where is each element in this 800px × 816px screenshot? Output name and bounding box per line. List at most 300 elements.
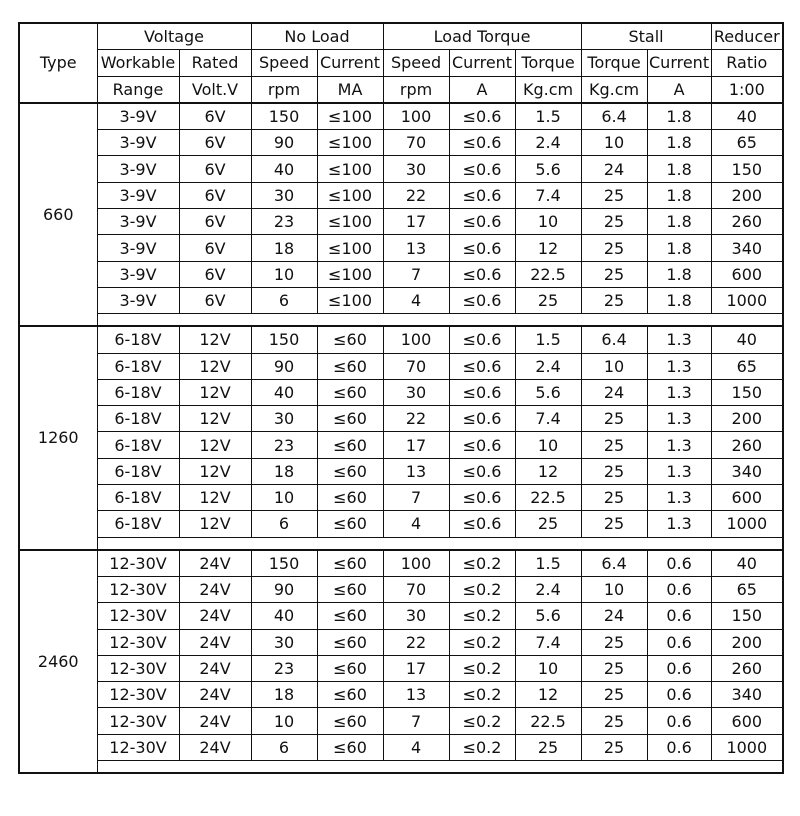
table-cell: 30: [383, 156, 449, 182]
table-cell: 7.4: [515, 406, 581, 432]
table-cell: 1.3: [647, 379, 711, 405]
table-cell: 200: [711, 629, 783, 655]
table-cell: ≤100: [317, 261, 383, 287]
table-body: [19, 23, 783, 773]
table-cell: 10: [251, 261, 317, 287]
table-cell: 3-9V: [97, 235, 179, 261]
column-name-header: Current: [449, 50, 515, 76]
column-unit-header: A: [647, 76, 711, 103]
table-cell: 0.6: [647, 655, 711, 681]
table-cell: ≤100: [317, 130, 383, 156]
table-cell: 100: [383, 550, 449, 577]
table-cell: 25: [581, 287, 647, 313]
column-unit-header: 1:00: [711, 76, 783, 103]
table-cell: 1.8: [647, 235, 711, 261]
table-cell: 12V: [179, 326, 251, 353]
table-cell: 150: [711, 379, 783, 405]
table-cell: 12: [515, 682, 581, 708]
table-cell: 24: [581, 379, 647, 405]
table-cell: 24V: [179, 603, 251, 629]
table-cell: 24V: [179, 682, 251, 708]
table-cell: 12-30V: [97, 708, 179, 734]
table-cell: 13: [383, 235, 449, 261]
table-cell: ≤60: [317, 655, 383, 681]
table-cell: 0.6: [647, 734, 711, 760]
spacer-cell: [97, 314, 783, 327]
table-cell: 40: [251, 156, 317, 182]
table-cell: 6-18V: [97, 406, 179, 432]
table-cell: ≤0.6: [449, 485, 515, 511]
table-cell: 25: [581, 406, 647, 432]
column-name-header: Torque: [515, 50, 581, 76]
table-cell: 1.8: [647, 156, 711, 182]
table-cell: 6V: [179, 235, 251, 261]
table-cell: 3-9V: [97, 209, 179, 235]
table-cell: 25: [515, 287, 581, 313]
table-cell: 100: [383, 326, 449, 353]
table-cell: 12V: [179, 511, 251, 537]
table-cell: 600: [711, 708, 783, 734]
table-cell: 12: [515, 235, 581, 261]
table-cell: 17: [383, 432, 449, 458]
table-cell: ≤60: [317, 708, 383, 734]
table-row: [19, 708, 783, 734]
table-cell: 4: [383, 734, 449, 760]
table-cell: 23: [251, 432, 317, 458]
table-cell: ≤0.6: [449, 235, 515, 261]
table-cell: ≤0.6: [449, 353, 515, 379]
table-cell: 25: [581, 734, 647, 760]
table-cell: 12-30V: [97, 603, 179, 629]
table-row: [19, 629, 783, 655]
header-row-groups: [19, 23, 783, 50]
table-cell: ≤60: [317, 682, 383, 708]
table-cell: 65: [711, 353, 783, 379]
table-row: [19, 103, 783, 130]
table-cell: 1000: [711, 287, 783, 313]
motor-spec-table: [18, 22, 784, 774]
table-cell: ≤60: [317, 629, 383, 655]
table-cell: 12V: [179, 458, 251, 484]
table-cell: ≤60: [317, 511, 383, 537]
table-cell: ≤60: [317, 432, 383, 458]
table-cell: 1.8: [647, 182, 711, 208]
table-cell: ≤0.2: [449, 550, 515, 577]
table-cell: 260: [711, 432, 783, 458]
table-cell: 6V: [179, 261, 251, 287]
table-cell: 2.4: [515, 353, 581, 379]
type-cell: 660: [19, 103, 97, 326]
table-row: [19, 550, 783, 577]
table-cell: 6-18V: [97, 485, 179, 511]
table-cell: 30: [383, 379, 449, 405]
table-cell: 6-18V: [97, 458, 179, 484]
table-cell: 3-9V: [97, 261, 179, 287]
table-cell: 6-18V: [97, 353, 179, 379]
table-cell: 24V: [179, 734, 251, 760]
table-cell: 6-18V: [97, 432, 179, 458]
table-cell: 4: [383, 511, 449, 537]
table-cell: 13: [383, 682, 449, 708]
table-cell: ≤0.2: [449, 629, 515, 655]
table-cell: ≤0.6: [449, 406, 515, 432]
table-cell: ≤0.6: [449, 182, 515, 208]
table-cell: 5.6: [515, 603, 581, 629]
table-cell: 1.3: [647, 353, 711, 379]
table-cell: 70: [383, 576, 449, 602]
table-cell: ≤100: [317, 235, 383, 261]
table-cell: 10: [515, 655, 581, 681]
column-name-header: Speed: [383, 50, 449, 76]
reducer-group-header: Reducer: [711, 23, 783, 50]
table-cell: 10: [515, 432, 581, 458]
column-unit-header: A: [449, 76, 515, 103]
table-cell: 25: [581, 682, 647, 708]
table-cell: 10: [251, 708, 317, 734]
table-cell: 12V: [179, 379, 251, 405]
table-cell: 24V: [179, 655, 251, 681]
table-cell: 25: [581, 511, 647, 537]
column-unit-header: Kg.cm: [581, 76, 647, 103]
table-cell: 0.6: [647, 550, 711, 577]
table-cell: ≤60: [317, 734, 383, 760]
table-cell: ≤0.6: [449, 326, 515, 353]
table-cell: 0.6: [647, 603, 711, 629]
table-cell: 12: [515, 458, 581, 484]
table-cell: 260: [711, 655, 783, 681]
table-cell: 25: [581, 458, 647, 484]
table-cell: 12V: [179, 353, 251, 379]
table-cell: ≤60: [317, 603, 383, 629]
table-cell: 24V: [179, 576, 251, 602]
no-load-group-header: No Load: [251, 23, 383, 50]
load-torque-group-header: Load Torque: [383, 23, 581, 50]
table-cell: 1.3: [647, 485, 711, 511]
table-cell: 24: [581, 156, 647, 182]
table-cell: ≤100: [317, 156, 383, 182]
table-cell: ≤60: [317, 406, 383, 432]
table-cell: 600: [711, 261, 783, 287]
table-cell: 18: [251, 458, 317, 484]
table-cell: 1.8: [647, 103, 711, 130]
table-cell: 24V: [179, 708, 251, 734]
table-cell: ≤0.2: [449, 708, 515, 734]
table-cell: 6: [251, 287, 317, 313]
table-cell: 0.6: [647, 629, 711, 655]
table-cell: 12V: [179, 406, 251, 432]
table-cell: ≤0.6: [449, 511, 515, 537]
table-cell: 22.5: [515, 261, 581, 287]
table-cell: 3-9V: [97, 287, 179, 313]
table-cell: 12V: [179, 432, 251, 458]
table-cell: 30: [251, 182, 317, 208]
table-cell: 6V: [179, 103, 251, 130]
table-cell: 70: [383, 130, 449, 156]
table-cell: ≤0.6: [449, 103, 515, 130]
table-cell: 1000: [711, 734, 783, 760]
table-row: [19, 485, 783, 511]
table-row: [19, 734, 783, 760]
table-cell: ≤0.6: [449, 379, 515, 405]
table-row: [19, 326, 783, 353]
table-cell: 6.4: [581, 550, 647, 577]
table-cell: 25: [581, 708, 647, 734]
table-row: [19, 235, 783, 261]
column-unit-header: rpm: [383, 76, 449, 103]
table-cell: ≤60: [317, 485, 383, 511]
table-cell: 65: [711, 130, 783, 156]
column-name-header: Speed: [251, 50, 317, 76]
table-cell: 6-18V: [97, 511, 179, 537]
table-cell: ≤0.2: [449, 682, 515, 708]
table-cell: 1.3: [647, 511, 711, 537]
table-cell: 1.8: [647, 130, 711, 156]
table-cell: 0.6: [647, 708, 711, 734]
table-row: [19, 603, 783, 629]
column-unit-header: Range: [97, 76, 179, 103]
table-cell: 10: [581, 576, 647, 602]
group-spacer-row: [19, 314, 783, 327]
table-cell: ≤100: [317, 103, 383, 130]
table-cell: 6V: [179, 156, 251, 182]
table-cell: 1.5: [515, 326, 581, 353]
table-cell: 65: [711, 576, 783, 602]
table-cell: 150: [711, 156, 783, 182]
table-cell: 0.6: [647, 576, 711, 602]
table-cell: 22: [383, 182, 449, 208]
table-row: [19, 406, 783, 432]
table-row: [19, 432, 783, 458]
column-name-header: Current: [317, 50, 383, 76]
type-cell: 2460: [19, 550, 97, 773]
table-cell: 25: [581, 432, 647, 458]
table-cell: 6-18V: [97, 326, 179, 353]
table-cell: ≤60: [317, 379, 383, 405]
table-cell: ≤0.6: [449, 261, 515, 287]
table-cell: ≤60: [317, 326, 383, 353]
table-cell: 40: [711, 550, 783, 577]
table-cell: 25: [515, 734, 581, 760]
table-cell: 10: [581, 130, 647, 156]
table-row: [19, 261, 783, 287]
table-row: [19, 655, 783, 681]
table-cell: 18: [251, 682, 317, 708]
table-cell: 5.6: [515, 156, 581, 182]
table-cell: 18: [251, 235, 317, 261]
table-cell: 7.4: [515, 182, 581, 208]
table-cell: 3-9V: [97, 103, 179, 130]
table-cell: 7.4: [515, 629, 581, 655]
table-cell: 1.5: [515, 103, 581, 130]
table-cell: 25: [581, 261, 647, 287]
table-cell: 1.5: [515, 550, 581, 577]
table-row: [19, 682, 783, 708]
column-unit-header: Kg.cm: [515, 76, 581, 103]
table-row: [19, 209, 783, 235]
voltage-group-header: Voltage: [97, 23, 251, 50]
table-cell: 12-30V: [97, 682, 179, 708]
table-cell: ≤0.2: [449, 576, 515, 602]
table-cell: 7: [383, 708, 449, 734]
spacer-cell: [97, 537, 783, 550]
table-cell: 40: [251, 603, 317, 629]
table-cell: 22: [383, 406, 449, 432]
table-cell: 200: [711, 182, 783, 208]
type-header: Type: [19, 23, 97, 103]
table-cell: 600: [711, 485, 783, 511]
table-cell: 1.3: [647, 326, 711, 353]
table-cell: 90: [251, 130, 317, 156]
table-cell: 1.3: [647, 432, 711, 458]
column-name-header: Rated: [179, 50, 251, 76]
table-cell: 6-18V: [97, 379, 179, 405]
table-cell: 6.4: [581, 326, 647, 353]
table-cell: 1000: [711, 511, 783, 537]
table-cell: ≤60: [317, 353, 383, 379]
table-cell: 25: [515, 511, 581, 537]
table-cell: 17: [383, 209, 449, 235]
table-cell: 40: [711, 103, 783, 130]
table-row: [19, 353, 783, 379]
table-cell: 40: [711, 326, 783, 353]
table-cell: 340: [711, 682, 783, 708]
table-cell: ≤100: [317, 209, 383, 235]
table-row: [19, 156, 783, 182]
table-cell: ≤60: [317, 550, 383, 577]
table-cell: 3-9V: [97, 156, 179, 182]
table-cell: 24V: [179, 629, 251, 655]
table-cell: ≤100: [317, 182, 383, 208]
table-cell: ≤0.2: [449, 734, 515, 760]
table-cell: 25: [581, 655, 647, 681]
table-cell: 6V: [179, 209, 251, 235]
table-cell: 150: [251, 103, 317, 130]
table-cell: ≤0.6: [449, 130, 515, 156]
table-cell: ≤0.2: [449, 603, 515, 629]
table-cell: 17: [383, 655, 449, 681]
column-name-header: Torque: [581, 50, 647, 76]
table-cell: 6V: [179, 287, 251, 313]
table-cell: 7: [383, 485, 449, 511]
table-cell: ≤0.6: [449, 156, 515, 182]
table-cell: 25: [581, 235, 647, 261]
table-cell: 12-30V: [97, 629, 179, 655]
table-cell: 1.8: [647, 261, 711, 287]
column-unit-header: MA: [317, 76, 383, 103]
table-cell: 22.5: [515, 708, 581, 734]
type-cell: 1260: [19, 326, 97, 549]
table-cell: 24: [581, 603, 647, 629]
table-cell: 40: [251, 379, 317, 405]
table-cell: 23: [251, 209, 317, 235]
column-unit-header: rpm: [251, 76, 317, 103]
table-cell: 1.8: [647, 287, 711, 313]
table-cell: 12V: [179, 485, 251, 511]
column-name-header: Workable: [97, 50, 179, 76]
table-cell: 24V: [179, 550, 251, 577]
table-cell: 25: [581, 209, 647, 235]
table-cell: 25: [581, 182, 647, 208]
table-cell: 12-30V: [97, 576, 179, 602]
table-row: [19, 182, 783, 208]
table-cell: 10: [515, 209, 581, 235]
table-row: [19, 511, 783, 537]
table-cell: ≤60: [317, 576, 383, 602]
table-cell: 6V: [179, 182, 251, 208]
table-cell: 4: [383, 287, 449, 313]
table-cell: 0.6: [647, 682, 711, 708]
table-cell: 30: [251, 406, 317, 432]
table-cell: ≤0.6: [449, 209, 515, 235]
table-cell: ≤0.6: [449, 287, 515, 313]
table-cell: 25: [581, 629, 647, 655]
table-cell: 6.4: [581, 103, 647, 130]
column-name-header: Current: [647, 50, 711, 76]
table-cell: 3-9V: [97, 182, 179, 208]
table-cell: 12-30V: [97, 655, 179, 681]
table-cell: 22.5: [515, 485, 581, 511]
table-cell: 340: [711, 235, 783, 261]
table-cell: ≤0.6: [449, 458, 515, 484]
table-cell: 30: [383, 603, 449, 629]
table-cell: ≤100: [317, 287, 383, 313]
stall-group-header: Stall: [581, 23, 711, 50]
table-cell: 12-30V: [97, 734, 179, 760]
table-cell: 260: [711, 209, 783, 235]
table-cell: 30: [251, 629, 317, 655]
table-row: [19, 287, 783, 313]
table-cell: 70: [383, 353, 449, 379]
group-spacer-row: [19, 761, 783, 774]
table-row: [19, 458, 783, 484]
table-cell: 200: [711, 406, 783, 432]
table-row: [19, 130, 783, 156]
table-cell: 340: [711, 458, 783, 484]
table-cell: 10: [251, 485, 317, 511]
table-cell: 1.3: [647, 406, 711, 432]
table-cell: ≤0.6: [449, 432, 515, 458]
table-cell: 2.4: [515, 130, 581, 156]
table-cell: 12-30V: [97, 550, 179, 577]
spacer-cell: [97, 761, 783, 774]
table-cell: 150: [251, 550, 317, 577]
table-cell: 10: [581, 353, 647, 379]
table-cell: 6: [251, 734, 317, 760]
table-cell: 100: [383, 103, 449, 130]
table-cell: 2.4: [515, 576, 581, 602]
table-cell: ≤60: [317, 458, 383, 484]
header-row-names: [19, 50, 783, 76]
table-cell: ≤0.2: [449, 655, 515, 681]
table-cell: 22: [383, 629, 449, 655]
column-unit-header: Volt.V: [179, 76, 251, 103]
table-cell: 150: [711, 603, 783, 629]
table-cell: 13: [383, 458, 449, 484]
table-cell: 3-9V: [97, 130, 179, 156]
table-cell: 6: [251, 511, 317, 537]
table-cell: 1.3: [647, 458, 711, 484]
table-cell: 6V: [179, 130, 251, 156]
table-cell: 5.6: [515, 379, 581, 405]
table-cell: 7: [383, 261, 449, 287]
table-cell: 23: [251, 655, 317, 681]
table-row: [19, 576, 783, 602]
table-cell: 90: [251, 576, 317, 602]
table-cell: 90: [251, 353, 317, 379]
group-spacer-row: [19, 537, 783, 550]
header-row-units: [19, 76, 783, 103]
table-row: [19, 379, 783, 405]
